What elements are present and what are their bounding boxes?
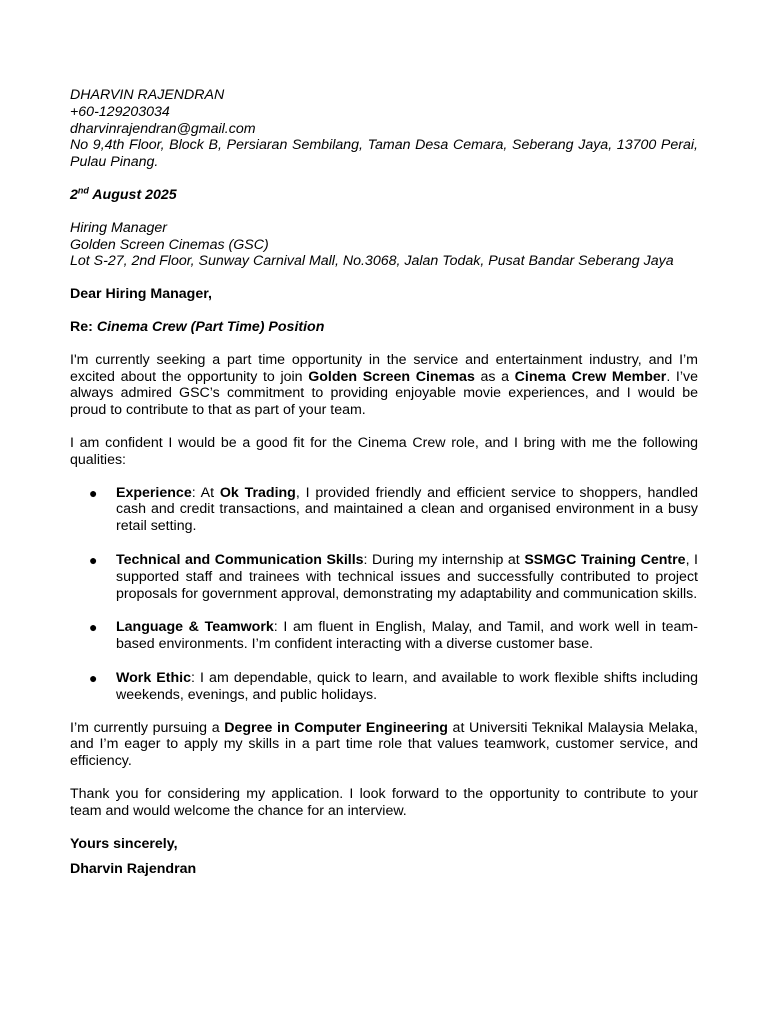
- quality-lead: : I am fluent in English, Malay, and Tamil, and work well in team-based environments. I’m confident interacting with a diverse customer base.: [116, 619, 698, 653]
- quality-label: Experience: [116, 484, 192, 501]
- intro-text-3: . I’ve always admired GSC’s commitment to providing enjoyable movie experiences, and I would be proud to contribute to that as part of your team.: [70, 368, 698, 419]
- qualities-list: [70, 485, 698, 704]
- salutation: Dear Hiring Manager,: [70, 286, 212, 303]
- quality-lead: : During my internship at: [363, 551, 525, 568]
- quality-label: Work Ethic: [116, 669, 191, 686]
- list-item: [70, 619, 698, 653]
- intro-text-1: I'm currently seeking a part time opportunity in the service and entertainment industry, and I’m excited about the opportunity to join: [70, 351, 698, 385]
- list-item: [70, 552, 698, 602]
- education-text-1: I’m currently pursuing a: [70, 719, 225, 736]
- confidence-paragraph: I am confident I would be a good fit for the Cinema Crew role, and I bring with me the following qualities:: [70, 434, 698, 468]
- sender-block: [70, 87, 698, 171]
- quality-org: SSMGC Training Centre: [524, 551, 686, 568]
- list-item: [70, 485, 698, 535]
- recipient-address: Lot S-27, 2nd Floor, Sunway Carnival Mall, No.3068, Jalan Todak, Pusat Bandar Seberang Jaya: [70, 253, 674, 270]
- intro-role: Cinema Crew Member: [514, 368, 667, 385]
- subject-line: [70, 319, 698, 336]
- thanks-paragraph: Thank you for considering my application. I look forward to the opportunity to contribute to your team and would welcome the chance for an interview.: [70, 785, 698, 819]
- quality-text: , I provided friendly and efficient service to shoppers, handled cash and credit transactions, and maintained a clean and organised environment in a busy retail setting.: [116, 484, 698, 535]
- closing-line: Yours sincerely,: [70, 835, 178, 852]
- education-text-2: at Universiti Teknikal Malaysia Melaka, and I’m eager to apply my skills in a part time role that values teamwork, customer service, and efficiency.: [70, 719, 698, 770]
- quality-lead: : At: [191, 484, 220, 501]
- sender-phone: +60-129203034: [70, 103, 170, 120]
- education-paragraph: [70, 720, 698, 770]
- letter-date: [70, 187, 698, 204]
- date-day: 2: [70, 186, 78, 203]
- quality-org: Ok Trading: [219, 484, 296, 501]
- recipient-block: [70, 220, 698, 270]
- recipient-company: Golden Screen Cinemas (GSC): [70, 236, 269, 253]
- intro-paragraph: [70, 352, 698, 419]
- bullet-icon: ●: [89, 669, 98, 686]
- date-suffix: nd: [77, 185, 89, 196]
- education-degree: Degree in Computer Engineering: [224, 719, 448, 736]
- recipient-title: Hiring Manager: [70, 219, 167, 236]
- subject-text: Cinema Crew (Part Time) Position: [92, 318, 325, 335]
- subject-prefix: Re:: [70, 318, 93, 335]
- quality-label: Technical and Communication Skills: [116, 551, 364, 568]
- sender-name: DHARVIN RAJENDRAN: [70, 87, 225, 103]
- list-item: [70, 670, 698, 704]
- sender-email: dharvinrajendran@gmail.com: [70, 120, 256, 137]
- intro-text-2: as a: [474, 368, 515, 385]
- quality-lead: : I am dependable, quick to learn, and available to work flexible shifts including weekends, evenings, and public holidays.: [116, 669, 699, 703]
- bullet-icon: ●: [89, 551, 98, 568]
- intro-company: Golden Screen Cinemas: [308, 368, 475, 385]
- quality-text: , I supported staff and trainees with technical issues and successfully contributed to project proposals for government approval, demonstrating my adaptability and communication skills.: [116, 551, 698, 602]
- sender-address: No 9,4th Floor, Block B, Persiaran Sembilang, Taman Desa Cemara, Seberang Jaya, 13700 Perai, Pulau Pinang.: [70, 137, 698, 171]
- quality-label: Language & Teamwork: [116, 619, 274, 636]
- bullet-icon: ●: [89, 484, 98, 501]
- signature-name: Dharvin Rajendran: [70, 861, 197, 878]
- bullet-icon: ●: [89, 619, 98, 636]
- date-rest: August 2025: [88, 186, 177, 203]
